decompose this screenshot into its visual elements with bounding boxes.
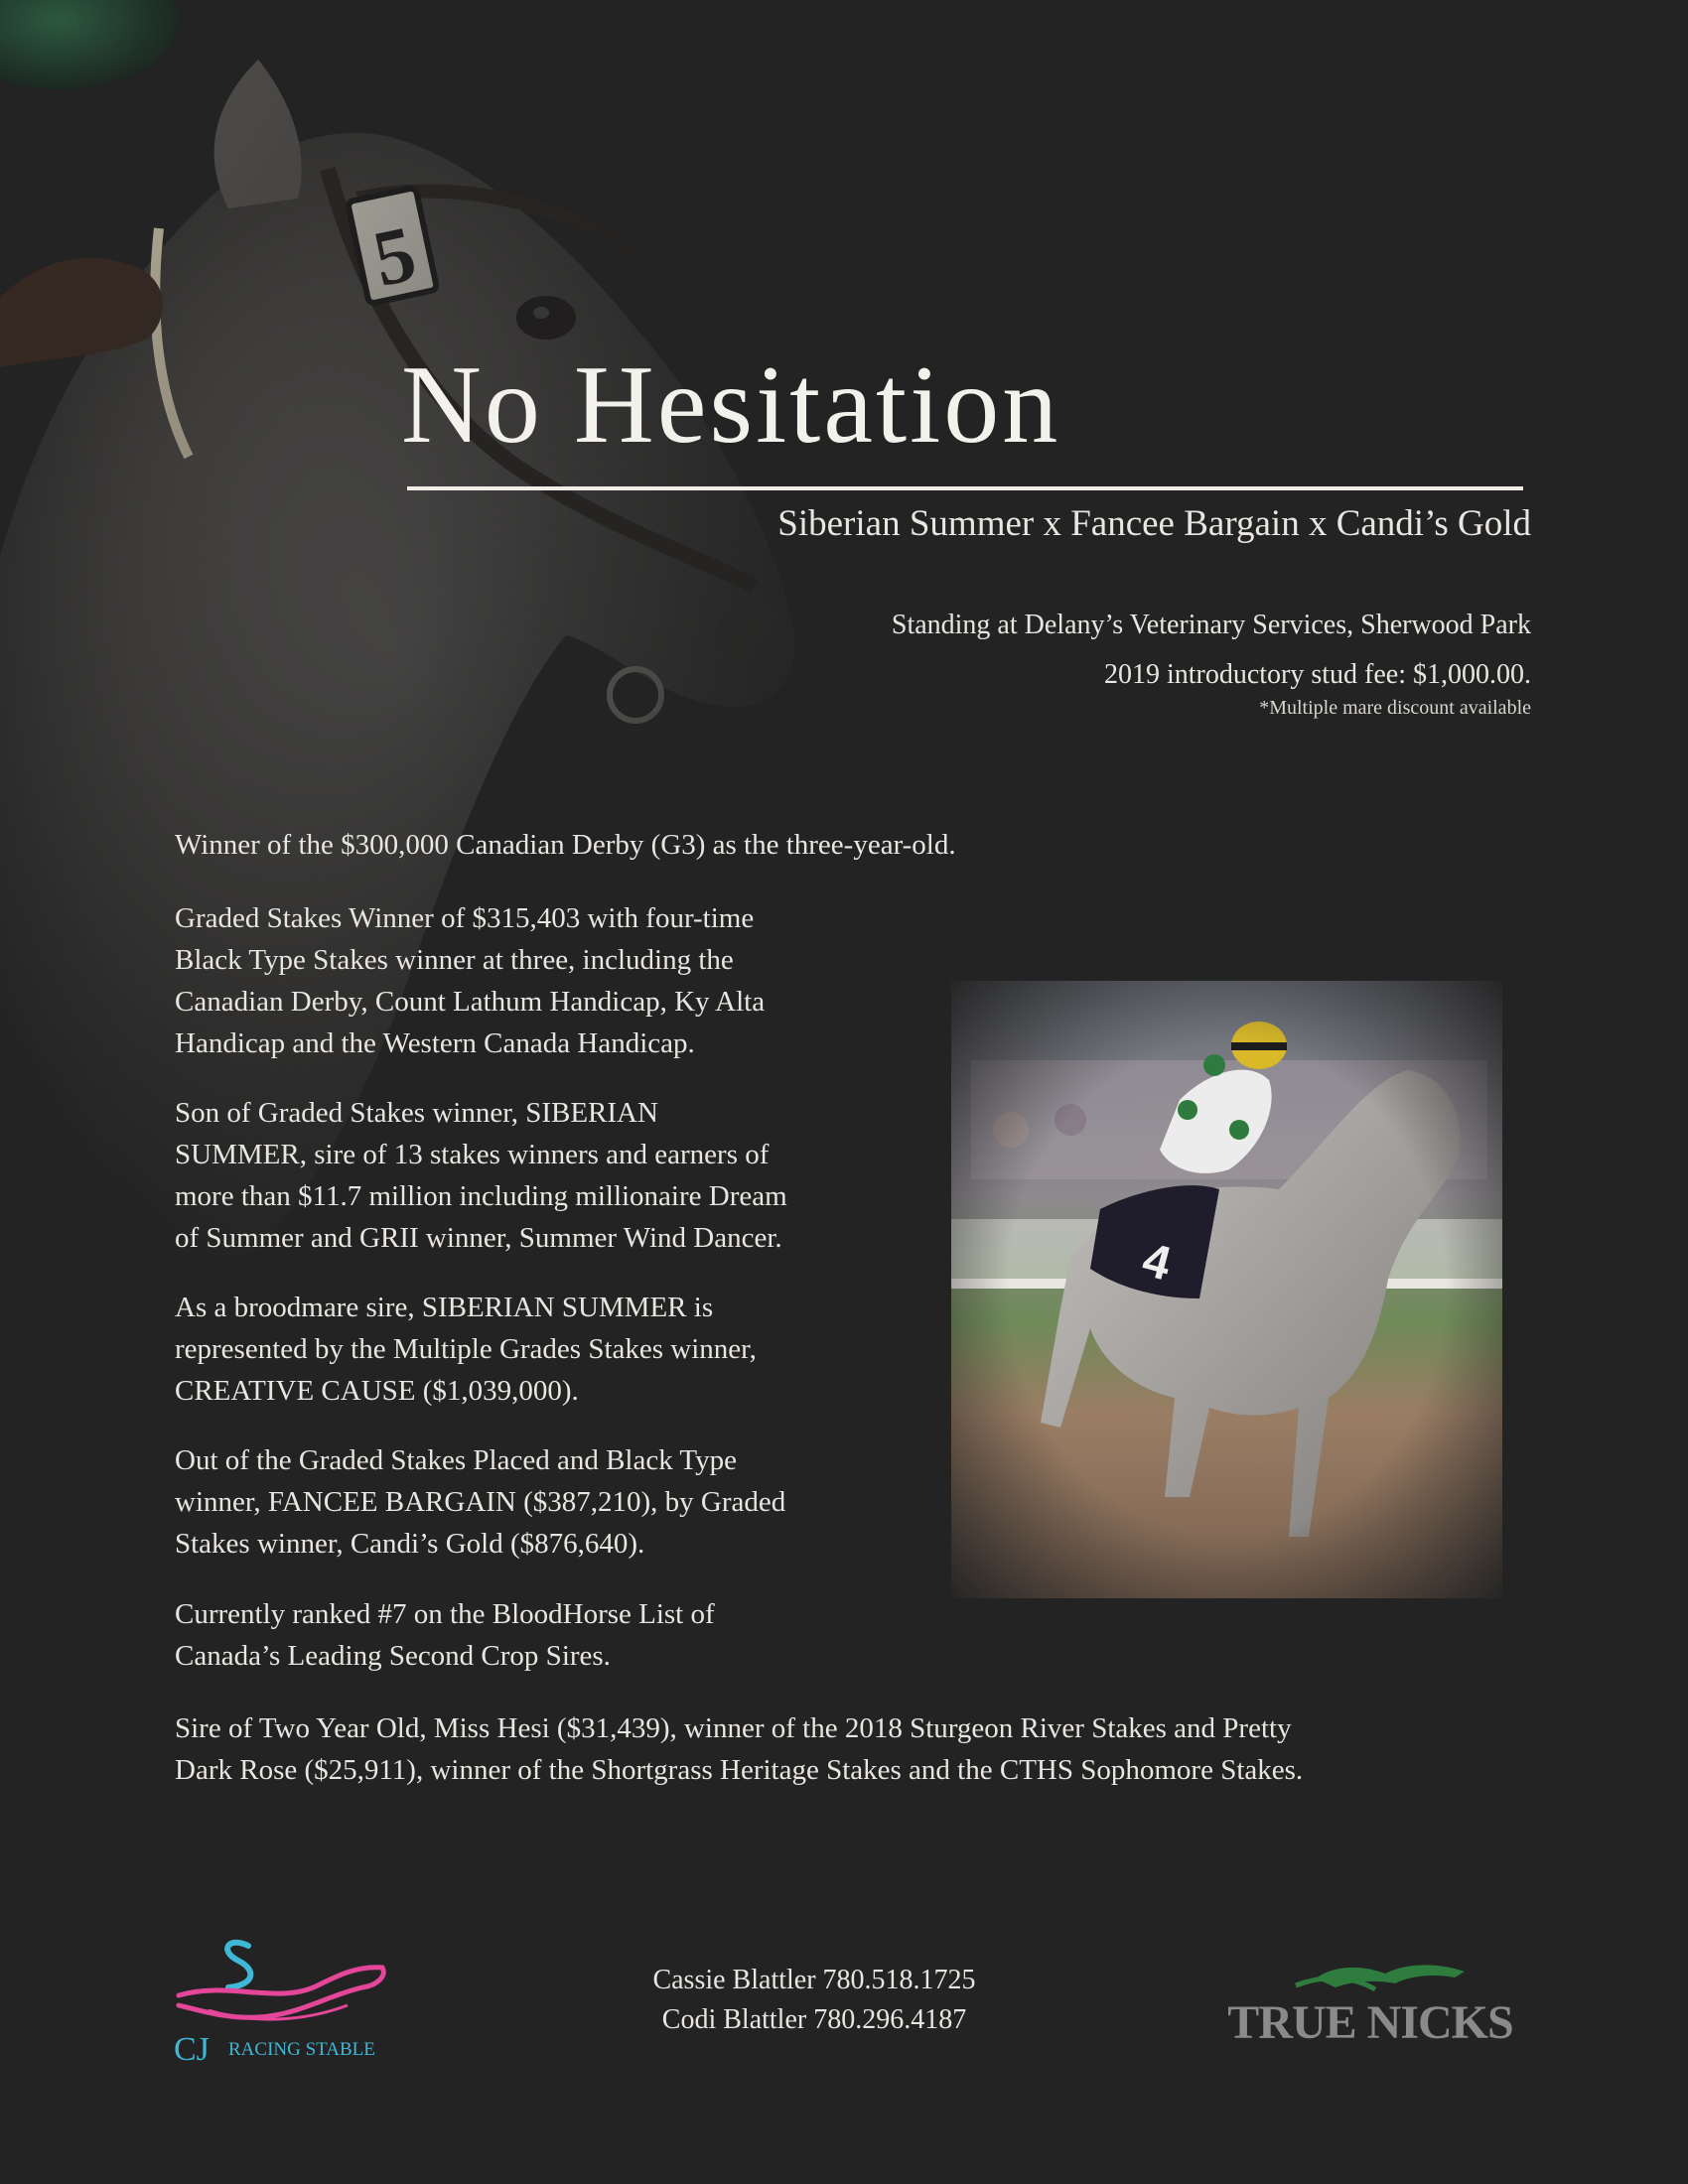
true-nicks-logo: [1226, 1944, 1514, 2053]
text-line: CREATIVE CAUSE ($1,039,000).: [175, 1375, 579, 1407]
text-line: more than $11.7 million including millionaire Dream: [175, 1180, 787, 1212]
discount-note: *Multiple mare discount available: [1259, 697, 1531, 719]
page-title: No Hesitation: [401, 343, 1061, 467]
contact-codi: Codi Blattler 780.296.4187: [661, 2004, 967, 2035]
text-line: of Summer and GRII winner, Summer Wind Dancer.: [175, 1222, 782, 1254]
contact-info: [616, 1961, 1013, 2040]
text-line: Currently ranked #7 on the BloodHorse List of: [175, 1598, 715, 1630]
racing-horse-photo: [951, 981, 1502, 1598]
text-line: represented by the Multiple Grades Stakes winner,: [175, 1333, 757, 1365]
text-line: Graded Stakes Winner of $315,403 with four-time: [175, 902, 755, 934]
text-line: Black Type Stakes winner at three, including the: [175, 944, 734, 976]
text-line: Canada’s Leading Second Crop Sires.: [175, 1640, 611, 1672]
paragraph-progeny: [175, 1707, 1525, 1791]
true-nicks-logo-text: TRUE NICKS: [1227, 1996, 1513, 2049]
text-line: Stakes winner, Candi’s Gold ($876,640).: [175, 1528, 645, 1560]
paragraph-ranking: [175, 1593, 1118, 1677]
text-line: winner, FANCEE BARGAIN ($387,210), by Graded: [175, 1486, 786, 1518]
stud-fee: 2019 introductory stud fee: $1,000.00.: [1103, 659, 1531, 690]
text-line: SUMMER, sire of 13 stakes winners and earners of: [175, 1139, 770, 1170]
text-line: Dark Rose ($25,911), winner of the Shortgrass Heritage Stakes and the CTHS Sophomore Stakes.: [175, 1754, 1304, 1786]
contact-cassie: Cassie Blattler 780.518.1725: [652, 1965, 976, 1995]
text-line: Out of the Graded Stakes Placed and Black Type: [175, 1444, 737, 1476]
paragraph-derby-win: Winner of the $300,000 Canadian Derby (G3) as the three-year-old.: [175, 829, 956, 861]
cj-racing-stable-logo: [169, 1926, 397, 2065]
text-line: Sire of Two Year Old, Miss Hesi ($31,439), winner of the 2018 Sturgeon River Stakes and Pretty: [175, 1712, 1292, 1744]
text-line: Handicap and the Western Canada Handicap.: [175, 1027, 695, 1059]
pedigree-line: Siberian Summer x Fancee Bargain x Candi’s Gold: [777, 503, 1531, 544]
text-line: Canadian Derby, Count Lathum Handicap, Ky Alta: [175, 986, 766, 1018]
title-underline: [407, 486, 1523, 490]
cj-logo-initials: CJ: [174, 2031, 210, 2065]
standing-info: [892, 601, 1531, 700]
standing-location: Standing at Delany’s Veterinary Services, Sherwood Park: [891, 610, 1531, 640]
text-line: As a broodmare sire, SIBERIAN SUMMER is: [175, 1292, 714, 1323]
cj-logo-text: RACING STABLE: [228, 2039, 375, 2060]
text-line: Son of Graded Stakes winner, SIBERIAN: [175, 1097, 658, 1129]
